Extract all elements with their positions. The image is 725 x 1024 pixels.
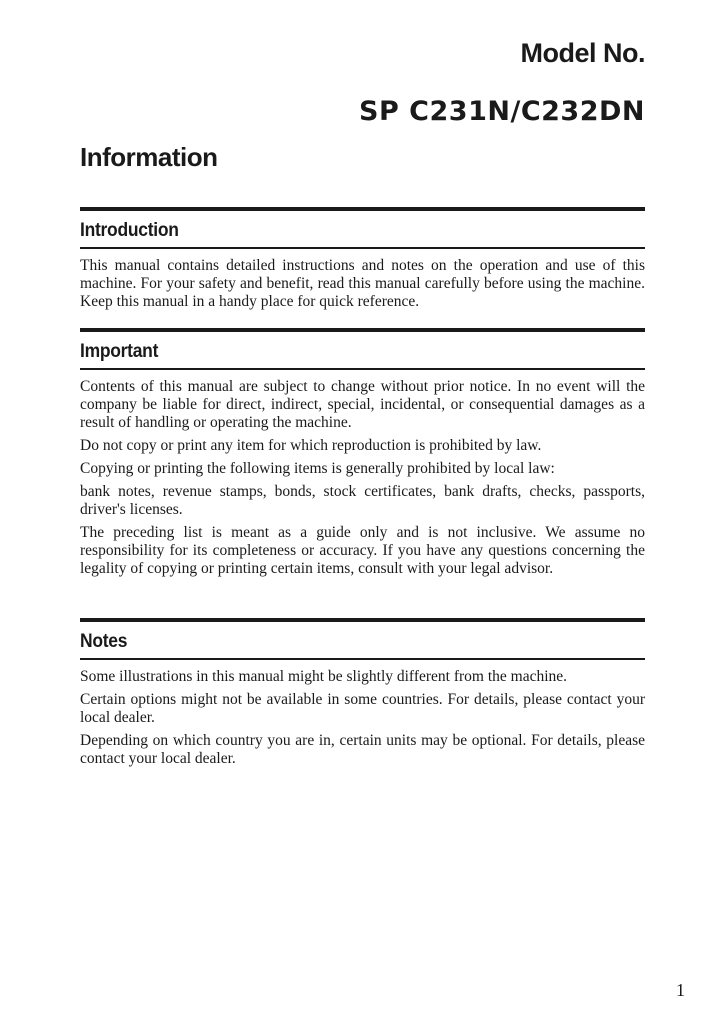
- heading-underline: [80, 658, 645, 660]
- introduction-paragraph: This manual contains detailed instructions and notes on the operation and use of this machine. For your safety and benefit, read this manual carefully before using the machine. Keep this manual in a handy place for quick reference.: [80, 257, 645, 310]
- heading-underline: [80, 368, 645, 370]
- important-section: [80, 328, 645, 583]
- page-title: Information: [80, 142, 218, 172]
- notes-paragraph: Certain options might not be available in some countries. For details, please contact your local dealer.: [80, 691, 645, 726]
- important-paragraph: Do not copy or print any item for which reproduction is prohibited by law.: [80, 437, 542, 454]
- model-label: Model No.: [520, 38, 645, 68]
- important-paragraph: bank notes, revenue stamps, bonds, stock certificates, bank drafts, checks, passports, driver's licenses.: [80, 483, 645, 518]
- important-paragraph: Contents of this manual are subject to change without prior notice. In no event will the company be liable for direct, indirect, special, incidental, or consequential damages as a result of handling or operating the machine.: [80, 378, 645, 431]
- model-number: SP C231N/C232DN: [359, 96, 645, 127]
- notes-paragraph: Depending on which country you are in, certain units may be optional. For details, please contact your local dealer.: [80, 732, 645, 767]
- important-paragraph: Copying or printing the following items is generally prohibited by local law:: [80, 460, 555, 477]
- introduction-section: [80, 207, 645, 316]
- notes-section: [80, 618, 645, 773]
- heading-underline: [80, 247, 645, 249]
- notes-paragraph: Some illustrations in this manual might be slightly different from the machine.: [80, 668, 568, 685]
- page-number: 1: [676, 980, 685, 1000]
- section-heading-important: Important: [80, 341, 159, 362]
- section-heading-notes: Notes: [80, 631, 128, 652]
- important-paragraph: The preceding list is meant as a guide only and is not inclusive. We assume no responsibility for its completeness or accuracy. If you have any questions concerning the legality of copying or printing certain items, consult with your legal advisor.: [80, 524, 645, 577]
- section-heading-introduction: Introduction: [80, 220, 179, 241]
